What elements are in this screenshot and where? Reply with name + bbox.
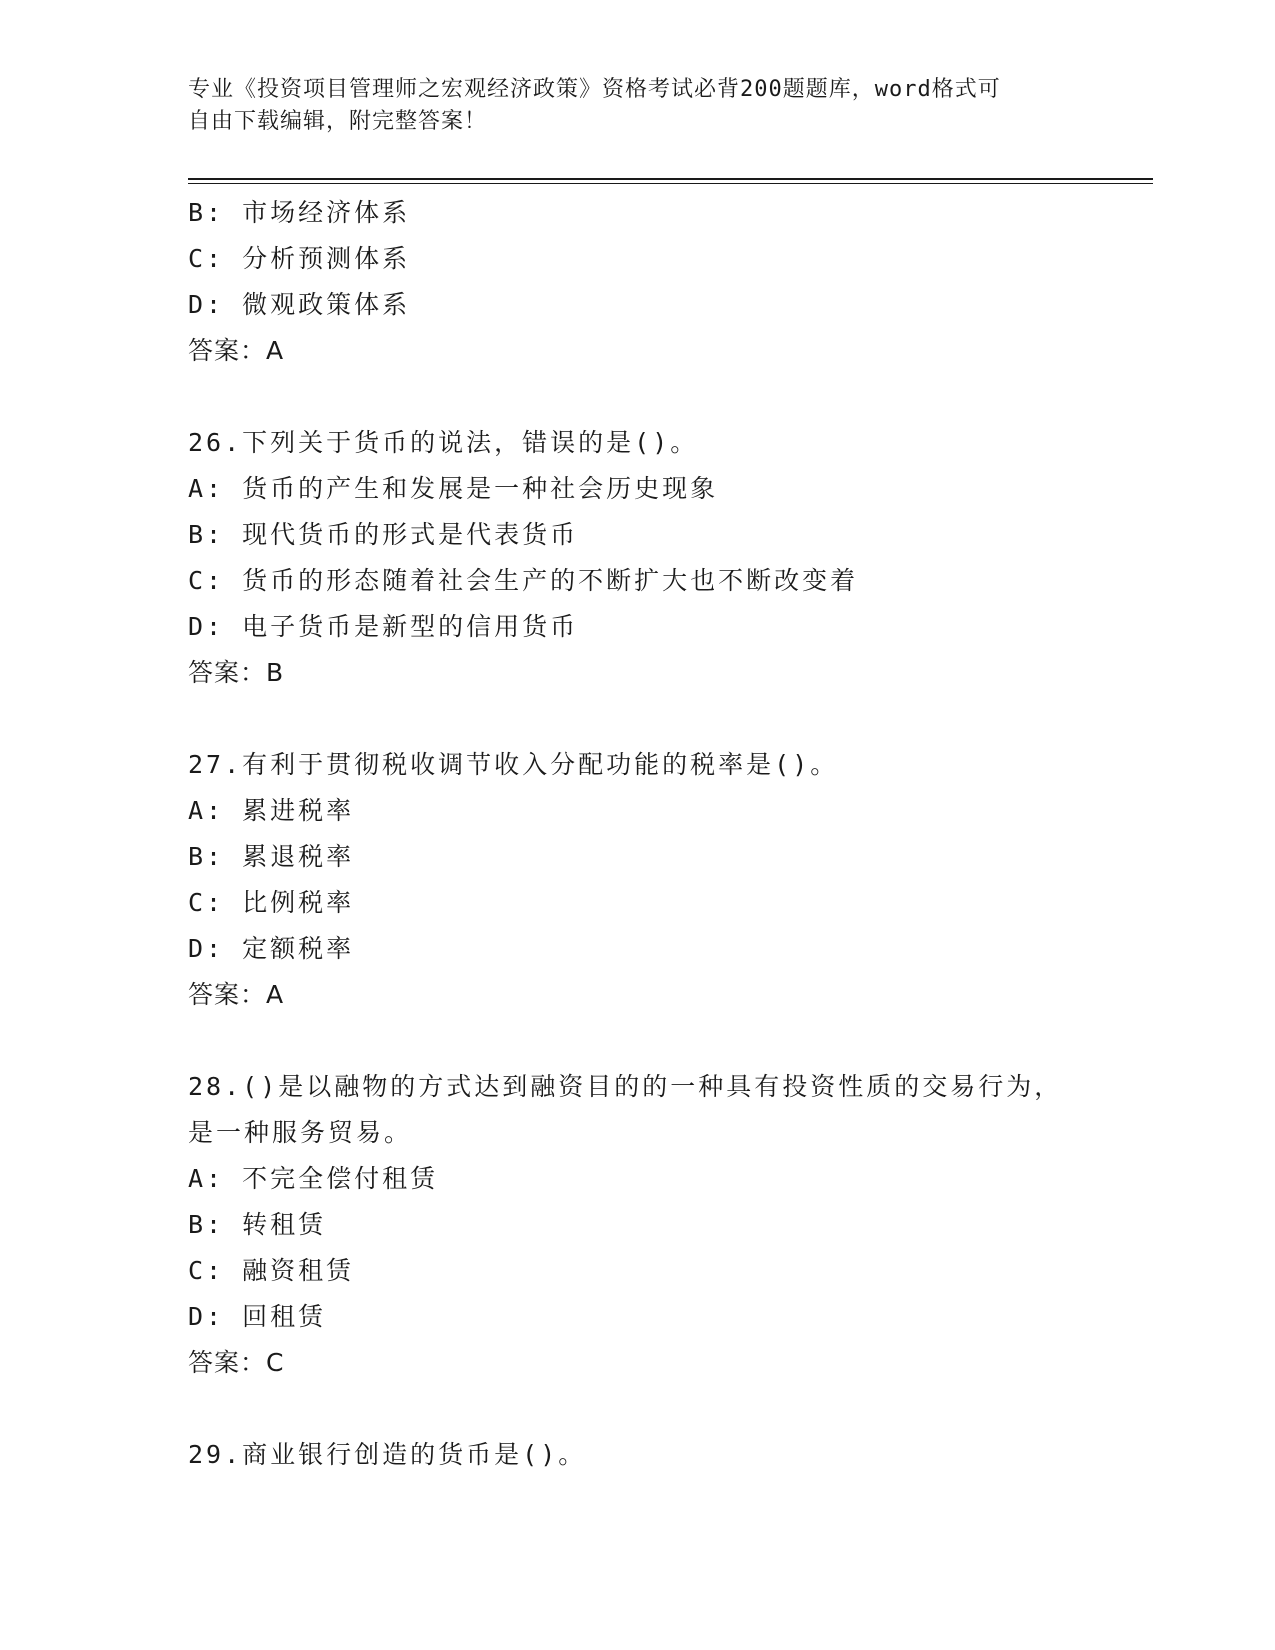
option-a: A: 货币的产生和发展是一种社会历史现象 — [188, 474, 719, 503]
header-title-line-1: 专业《投资项目管理师之宏观经济政策》资格考试必背200题题库，word格式可 — [188, 77, 1001, 102]
option-c: C: 融资租赁 — [188, 1256, 355, 1285]
header-divider-thin — [188, 183, 1153, 184]
question-27 — [188, 742, 1088, 1018]
option-c: C: 分析预测体系 — [188, 244, 411, 273]
question-stem: 27.有利于贯彻税收调节收入分配功能的税率是()。 — [188, 750, 839, 779]
option-b: B: 市场经济体系 — [188, 198, 411, 227]
option-a: A: 不完全偿付租赁 — [188, 1164, 439, 1193]
header-title-line-2: 自由下载编辑，附完整答案！ — [188, 109, 488, 134]
spacer — [188, 1018, 1088, 1064]
option-b: B: 转租赁 — [188, 1210, 327, 1239]
question-stem-line-1: 28.()是以融物的方式达到融资目的的一种具有投资性质的交易行为， — [188, 1072, 1063, 1101]
option-c: C: 比例税率 — [188, 888, 355, 917]
answer-text: 答案：A — [188, 980, 285, 1009]
option-b: B: 累退税率 — [188, 842, 355, 871]
question-stem-line-2: 是一种服务贸易。 — [188, 1118, 413, 1147]
option-a: A: 累进税率 — [188, 796, 355, 825]
option-d: D: 回租赁 — [188, 1302, 327, 1331]
spacer — [188, 374, 1088, 420]
option-d: D: 定额税率 — [188, 934, 355, 963]
question-stem: 29.商业银行创造的货币是()。 — [188, 1440, 587, 1469]
option-d: D: 微观政策体系 — [188, 290, 411, 319]
option-b: B: 现代货币的形式是代表货币 — [188, 520, 579, 549]
answer-text: 答案：B — [188, 658, 285, 687]
option-d: D: 电子货币是新型的信用货币 — [188, 612, 579, 641]
option-c: C: 货币的形态随着社会生产的不断扩大也不断改变着 — [188, 566, 859, 595]
spacer — [188, 1386, 1088, 1432]
spacer — [188, 696, 1088, 742]
answer-text: 答案：C — [188, 1348, 285, 1377]
answer-text: 答案：A — [188, 336, 285, 365]
question-28 — [188, 1064, 1088, 1386]
document-header — [188, 74, 1068, 138]
question-26 — [188, 420, 1088, 696]
question-25-continued — [188, 190, 1088, 374]
header-divider-thick — [188, 178, 1153, 180]
question-stem: 26.下列关于货币的说法，错误的是()。 — [188, 428, 699, 457]
question-29 — [188, 1432, 1088, 1478]
question-list — [188, 190, 1088, 1478]
